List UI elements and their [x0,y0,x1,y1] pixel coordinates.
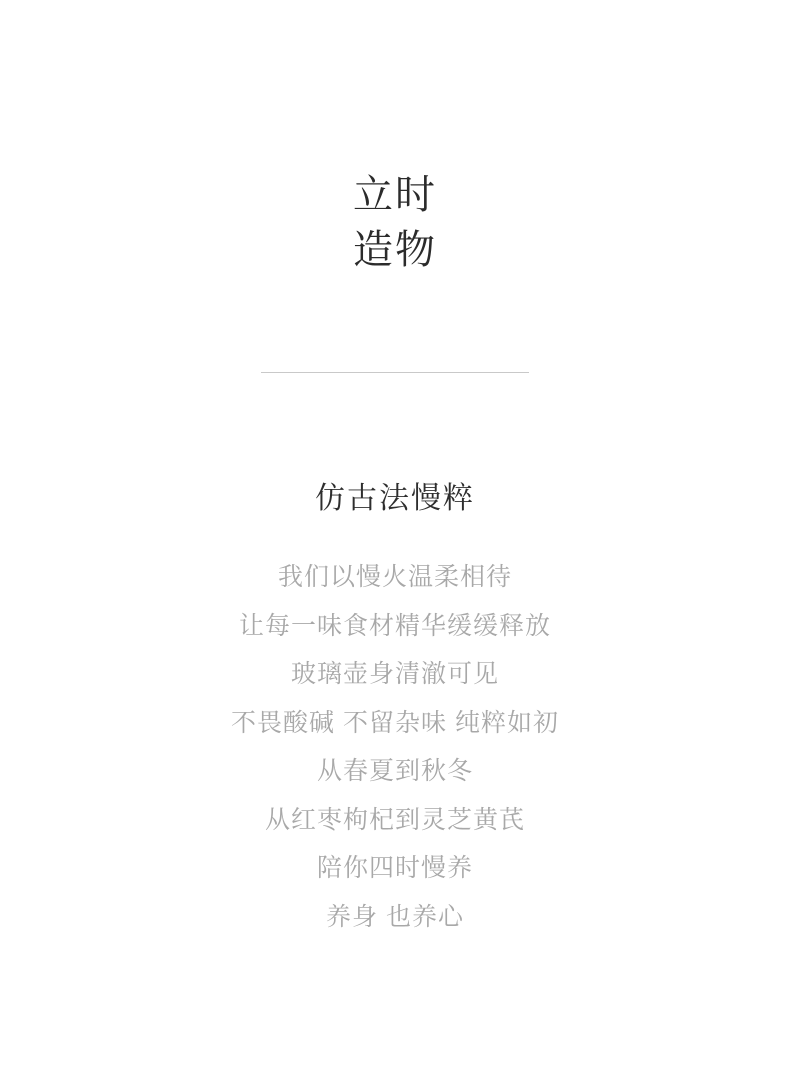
brand-title-line-2: 造物 [353,228,437,273]
description-line: 不畏酸碱 不留杂味 纯粹如初 [231,708,559,737]
description-line: 从春夏到秋冬 [316,757,473,786]
description-line: 养身 也养心 [326,902,464,931]
horizontal-divider [261,372,529,373]
description-line: 玻璃壶身清澈可见 [290,660,499,689]
description-line: 陪你四时慢养 [316,854,473,883]
brand-title [353,168,437,278]
section-heading: 仿古法慢粹 [315,482,475,516]
brand-title-line-1: 立时 [353,173,437,217]
description-line: 让每一味食材精华缓缓释放 [238,611,551,640]
description-line: 我们以慢火温柔相待 [277,563,512,592]
divider-container [0,372,790,373]
description-line: 从红枣枸杞到灵芝黄芪 [264,805,525,834]
description-block [231,561,559,933]
